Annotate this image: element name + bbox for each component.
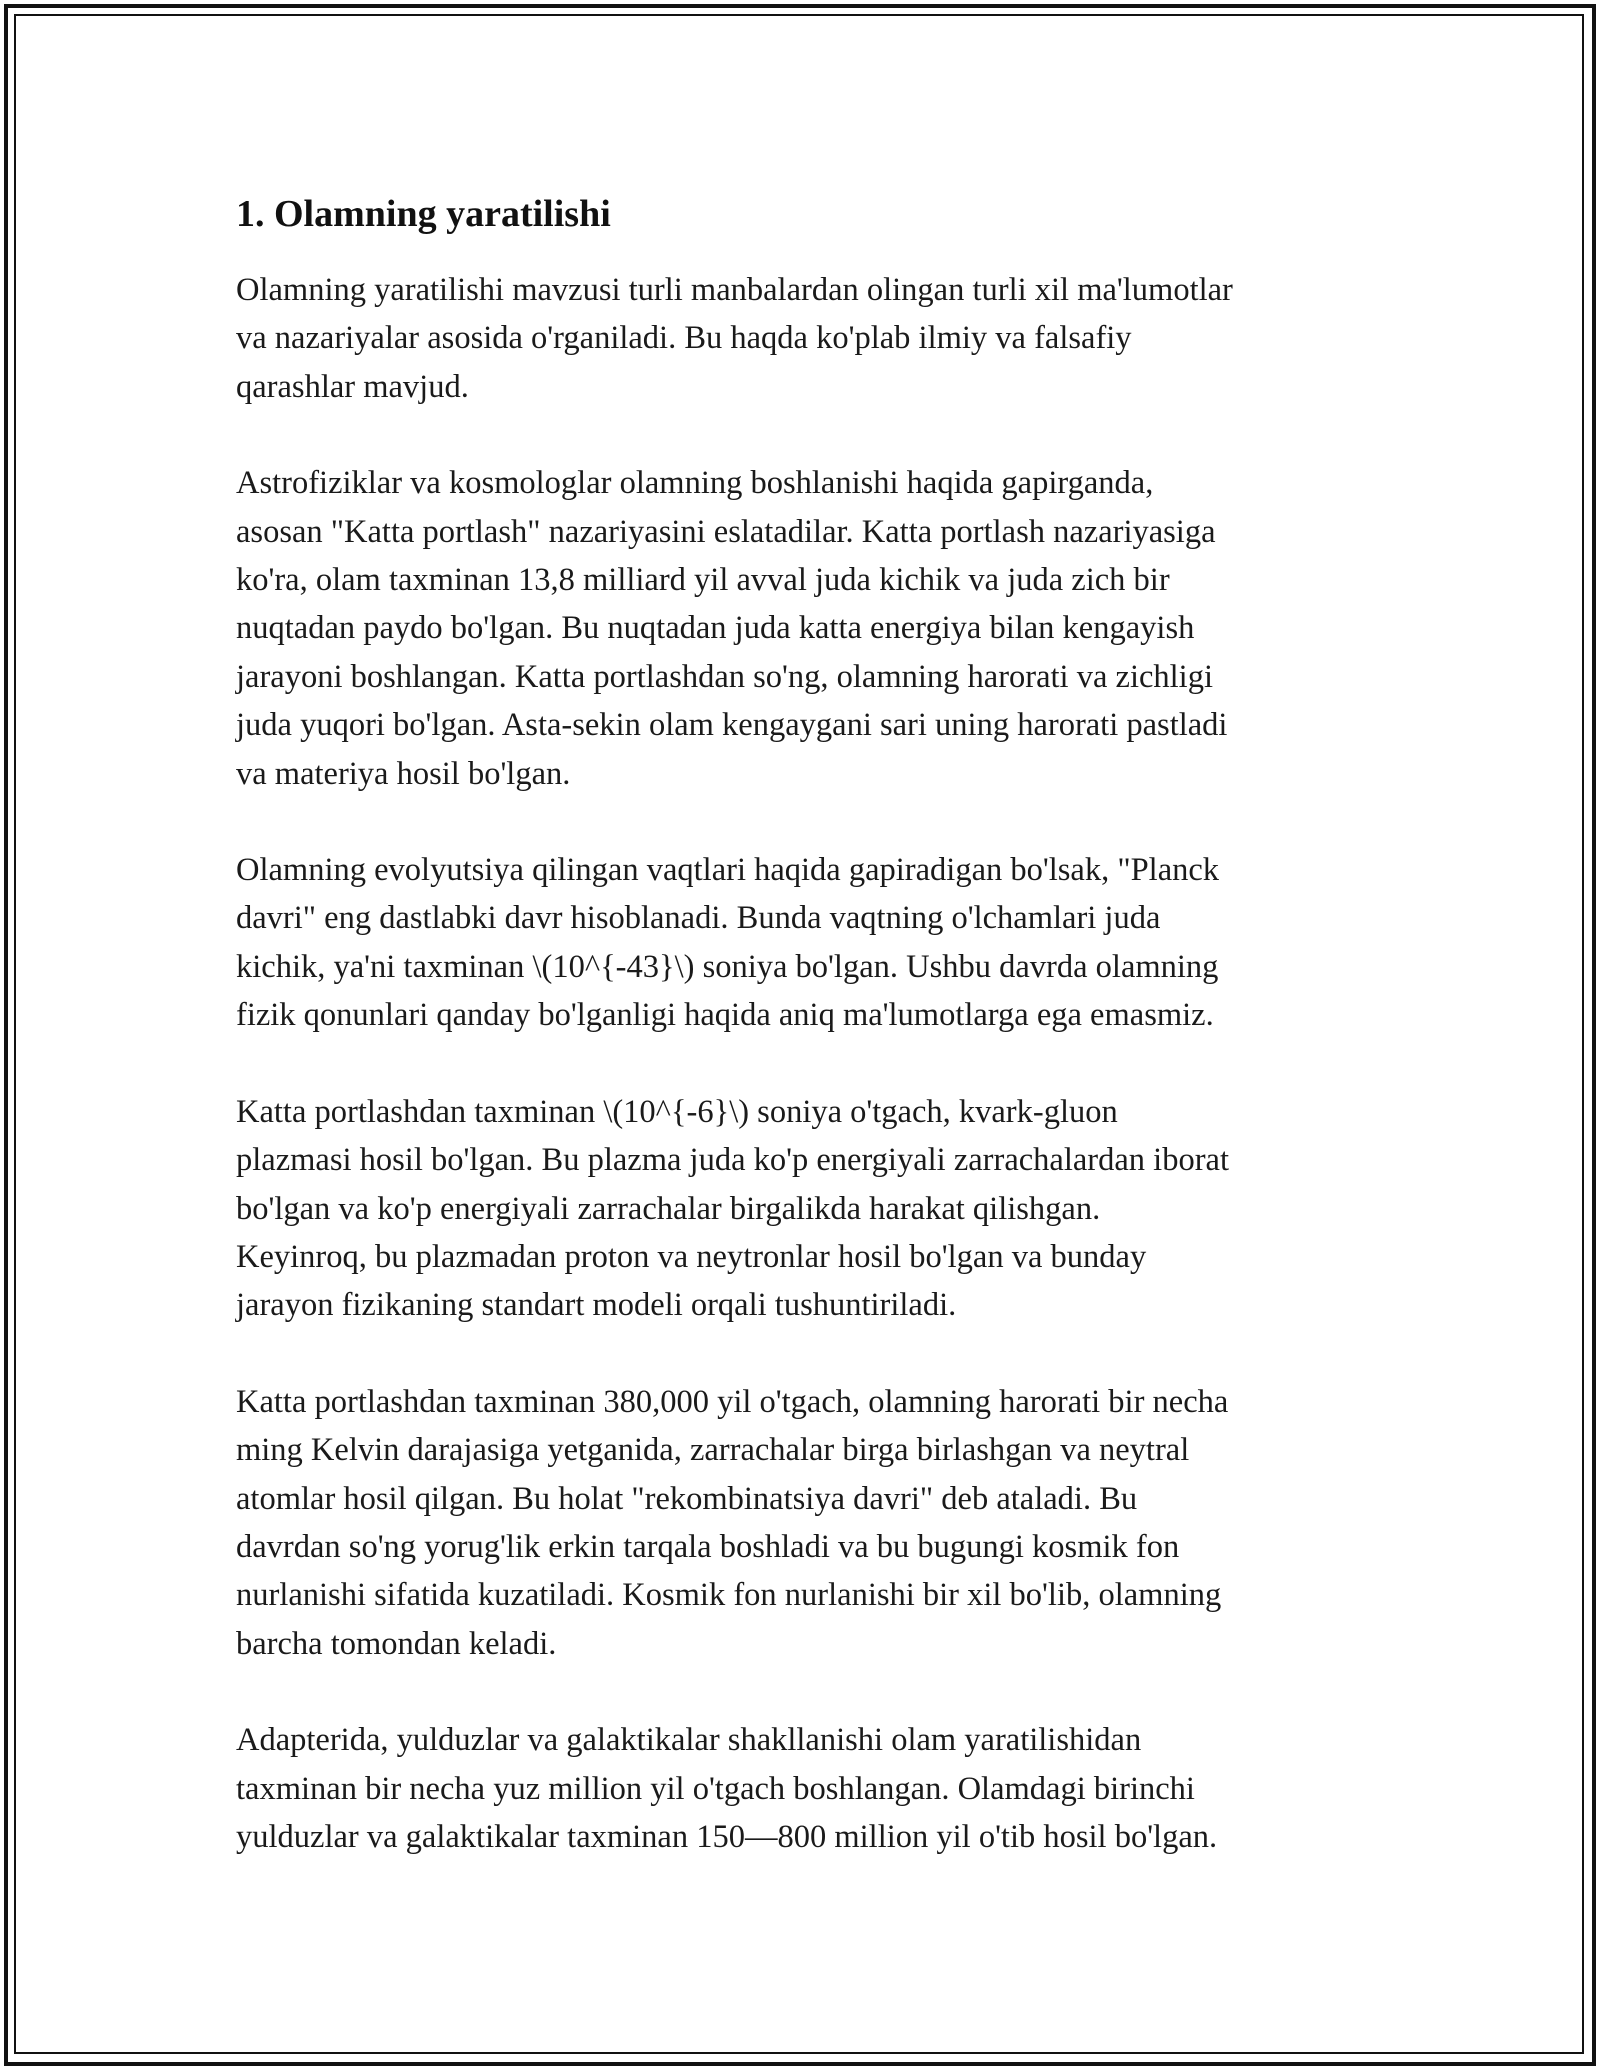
text-line: Olamning yaratilishi mavzusi turli manbalardan olingan turli xil ma'lumotlar — [236, 272, 1233, 308]
text-line: yulduzlar va galaktikalar taxminan 150—800 million yil o'tib hosil bo'lgan. — [236, 1818, 1218, 1855]
text-line: asosan "Katta portlash" nazariyasini eslatadilar. Katta portlash nazariyasiga — [236, 513, 1216, 550]
text-line: barcha tomondan keladi. — [236, 1625, 557, 1662]
text-line: qarashlar mavjud. — [236, 368, 469, 405]
paragraph-quark-gluon — [236, 1088, 1376, 1330]
text-line: kichik, ya'ni taxminan \(10^{-43}\) soniya bo'lgan. Ushbu davrda olamning — [236, 948, 1219, 985]
paragraph-recombination — [236, 1378, 1376, 1668]
text-line: Katta portlashdan taxminan 380,000 yil o'tgach, olamning harorati bir necha — [236, 1383, 1229, 1420]
section-title: 1. Olamning yaratilishi — [236, 193, 611, 235]
text-line: va nazariyalar asosida o'rganiladi. Bu haqda ko'plab ilmiy va falsafiy — [236, 320, 1132, 357]
text-line: fizik qonunlari qanday bo'lganligi haqida aniq ma'lumotlarga ega emasmiz. — [236, 997, 1214, 1034]
paragraph-planck-era — [236, 846, 1376, 1040]
text-line: Adapterida, yulduzlar va galaktikalar shakllanishi olam yaratilishidan — [236, 1722, 1142, 1759]
text-line: Keyinroq, bu plazmadan proton va neytronlar hosil bo'lgan va bunday — [236, 1238, 1147, 1275]
text-line: nurlanishi sifatida kuzatiladi. Kosmik fon nurlanishi bir xil bo'lib, olamning — [236, 1577, 1222, 1614]
text-line: plazmasi hosil bo'lgan. Bu plazma juda ko'p energiyali zarrachalardan iborat — [236, 1142, 1229, 1179]
document-body — [236, 190, 1376, 1909]
paragraph-galaxies — [236, 1716, 1376, 1861]
text-line: davri" eng dastlabki davr hisoblanadi. Bunda vaqtning o'lchamlari juda — [236, 900, 1161, 937]
text-line: jarayon fizikaning standart modeli orqali tushuntiriladi. — [236, 1287, 957, 1324]
paragraph-big-bang — [236, 459, 1376, 798]
text-line: Katta portlashdan taxminan \(10^{-6}\) soniya o'tgach, kvark-gluon — [236, 1093, 1118, 1130]
text-line: va materiya hosil bo'lgan. — [236, 755, 571, 792]
text-line: ko'ra, olam taxminan 13,8 milliard yil avval juda kichik va juda zich bir — [236, 562, 1170, 599]
text-line: nuqtadan paydo bo'lgan. Bu nuqtadan juda katta energiya bilan kengayish — [236, 610, 1195, 647]
text-line: jarayoni boshlangan. Katta portlashdan so'ng, olamning harorati va zichligi — [236, 658, 1213, 695]
text-line: bo'lgan va ko'p energiyali zarrachalar birgalikda harakat qilishgan. — [236, 1190, 1101, 1227]
text-line: Astrofiziklar va kosmologlar olamning boshlanishi haqida gapirganda, — [236, 465, 1154, 502]
text-line: atomlar hosil qilgan. Bu holat "rekombinatsiya davri" deb ataladi. Bu — [236, 1480, 1138, 1517]
text-line: juda yuqori bo'lgan. Asta-sekin olam kengaygani sari uning harorati pastladi — [236, 707, 1228, 744]
text-line: davrdan so'ng yorug'lik erkin tarqala boshladi va bu bugungi kosmik fon — [236, 1528, 1180, 1565]
text-line: taxminan bir necha yuz million yil o'tgach boshlangan. Olamdagi birinchi — [236, 1770, 1195, 1807]
text-line: ming Kelvin darajasiga yetganida, zarrachalar birga birlashgan va neytral — [236, 1432, 1190, 1469]
paragraph-intro — [236, 266, 1376, 411]
text-line: Olamning evolyutsiya qilingan vaqtlari haqida gapiradigan bo'lsak, "Planck — [236, 852, 1220, 889]
